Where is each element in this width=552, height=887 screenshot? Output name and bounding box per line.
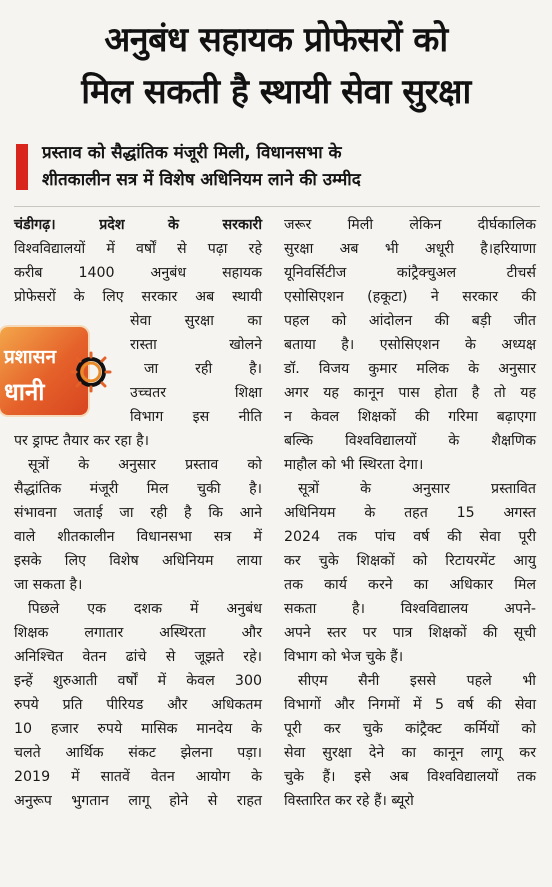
article-line: सेवा सुरक्षा का [130, 313, 262, 329]
article-line: वाले शीतकालीन विधानसभा सत्र में [14, 529, 262, 545]
article-line: चलते आर्थिक संकट झेलना पड़ा। [14, 745, 262, 761]
article-line: अधिनियम के तहत 15 अगस्त [284, 505, 536, 521]
subheadline-line-1: प्रस्ताव को सैद्धांतिक मंजूरी मिली, विधानसभा के [42, 143, 342, 163]
article-line: पूरी कर चुके कांट्रैक्ट कर्मियों को [284, 721, 536, 737]
badge-text-1: प्रशासन [4, 346, 57, 368]
article-line: विस्तारित कर रहे हैं। ब्यूरो [284, 793, 414, 809]
article-line: पिछले एक दशक में अनुबंध [28, 601, 262, 617]
headline [12, 14, 540, 118]
subheadline-block [14, 140, 540, 200]
article-line: 10 हजार रुपये मासिक मानदेय के [14, 721, 262, 737]
article-line: अनिश्चित वेतन ढांचे से जूझते रहे। [14, 649, 262, 665]
article-line: इन्हें शुरुआती वर्षों में केवल 300 [14, 673, 262, 689]
article-line: जरूर मिली लेकिन दीर्घकालिक [284, 217, 536, 233]
article-line: सूत्रों के अनुसार प्रस्तावित [298, 481, 536, 497]
article-line: 2024 तक पांच वर्ष की सेवा पूरी [284, 529, 536, 545]
article-line: उच्चतर शिक्षा [130, 385, 262, 401]
article-line: सूत्रों के अनुसार प्रस्ताव को [28, 457, 262, 473]
article-line: अपने स्तर पर पात्र शिक्षकों की सूची [284, 625, 536, 641]
article-line: रुपये प्रति पीरियड और अधिकतम [14, 697, 262, 713]
article-line: एसोसिएशन (हकूटा) ने सरकार की [284, 289, 536, 305]
article-line: यूनिवर्सिटीज कांट्रैक्चुअल टीचर्स [284, 265, 536, 281]
article-line: सैद्धांतिक मंजूरी मिल चुकी है। [14, 481, 262, 497]
article-line: बल्कि विश्वविद्यालयों के शैक्षणिक [284, 433, 536, 449]
article-line: शिक्षक लगातार अस्थिरता और [14, 625, 262, 641]
headline-line-1: अनुबंध सहायक प्रोफेसरों को [104, 20, 448, 60]
subheadline-line-2: शीतकालीन सत्र में विशेष अधिनियम लाने की उम्मीद [42, 170, 361, 190]
article-line: पर ड्राफ्ट तैयार कर रहा है। [14, 433, 150, 449]
article-line: संभावना जताई जा रही है कि आने [14, 505, 262, 521]
headline-line-2: मिल सकती है स्थायी सेवा सुरक्षा [81, 72, 471, 112]
article-line: रास्ता खोलने [130, 337, 262, 353]
article-line: तक कार्य करने का अधिकार मिल [284, 577, 536, 593]
article-line: चंडीगढ़। प्रदेश के सरकारी [14, 217, 262, 233]
article-line: अगर यह कानून पास होता है तो यह [284, 385, 536, 401]
article-line: डॉ. विजय कुमार मलिक के अनुसार [284, 361, 536, 377]
subheadline [42, 140, 542, 194]
article-line: 2019 में सातवें वेतन आयोग के [14, 769, 262, 785]
article-line: जा रही है। [144, 361, 262, 377]
article-line: प्रोफेसरों के लिए सरकार अब स्थायी [14, 289, 262, 305]
article-line: विभागों और निगमों में 5 वर्ष की सेवा [284, 697, 536, 713]
article-line: बताया है। एसोसिएशन के अध्यक्ष [284, 337, 536, 353]
article-line: इसके लिए विशेष अधिनियम लाया [14, 553, 262, 569]
article-line: पहल को आंदोलन की बड़ी जीत [284, 313, 536, 329]
article-line: विभाग को भेज चुके हैं। [284, 649, 404, 665]
article-line: सुरक्षा अब भी अधूरी है।हरियाणा [284, 241, 536, 257]
article-column-left [14, 213, 262, 813]
article-line: विश्वविद्यालयों में वर्षों से पढ़ा रहे [14, 241, 262, 257]
article-line: सेवा सुरक्षा देने का कानून लागू कर [284, 745, 536, 761]
divider [14, 206, 540, 207]
article-line: करीब 1400 अनुबंध सहायक [14, 265, 262, 281]
article-line: अनुरूप भुगतान लागू होने से राहत [14, 793, 262, 809]
article-line: सकता है। विश्वविद्यालय अपने- [284, 601, 536, 617]
badge-text-2: धानी [4, 378, 45, 406]
article-column-right [284, 213, 536, 813]
article-line: कर चुके शिक्षकों को रिटायरमेंट आयु [284, 553, 536, 569]
article-line: विभाग इस नीति [130, 409, 262, 425]
article-line: चुके हैं। इसे अब विश्वविद्यालयों तक [284, 769, 536, 785]
subheadline-accent-bar [16, 144, 28, 190]
article-line: सीएम सैनी इससे पहले भी [298, 673, 536, 689]
article-line: माहौल को भी स्थिरता देगा। [284, 457, 424, 473]
article-line: जा सकता है। [14, 577, 83, 593]
article-line: न केवल शिक्षकों की गरिमा बढ़ाएगा [284, 409, 536, 425]
